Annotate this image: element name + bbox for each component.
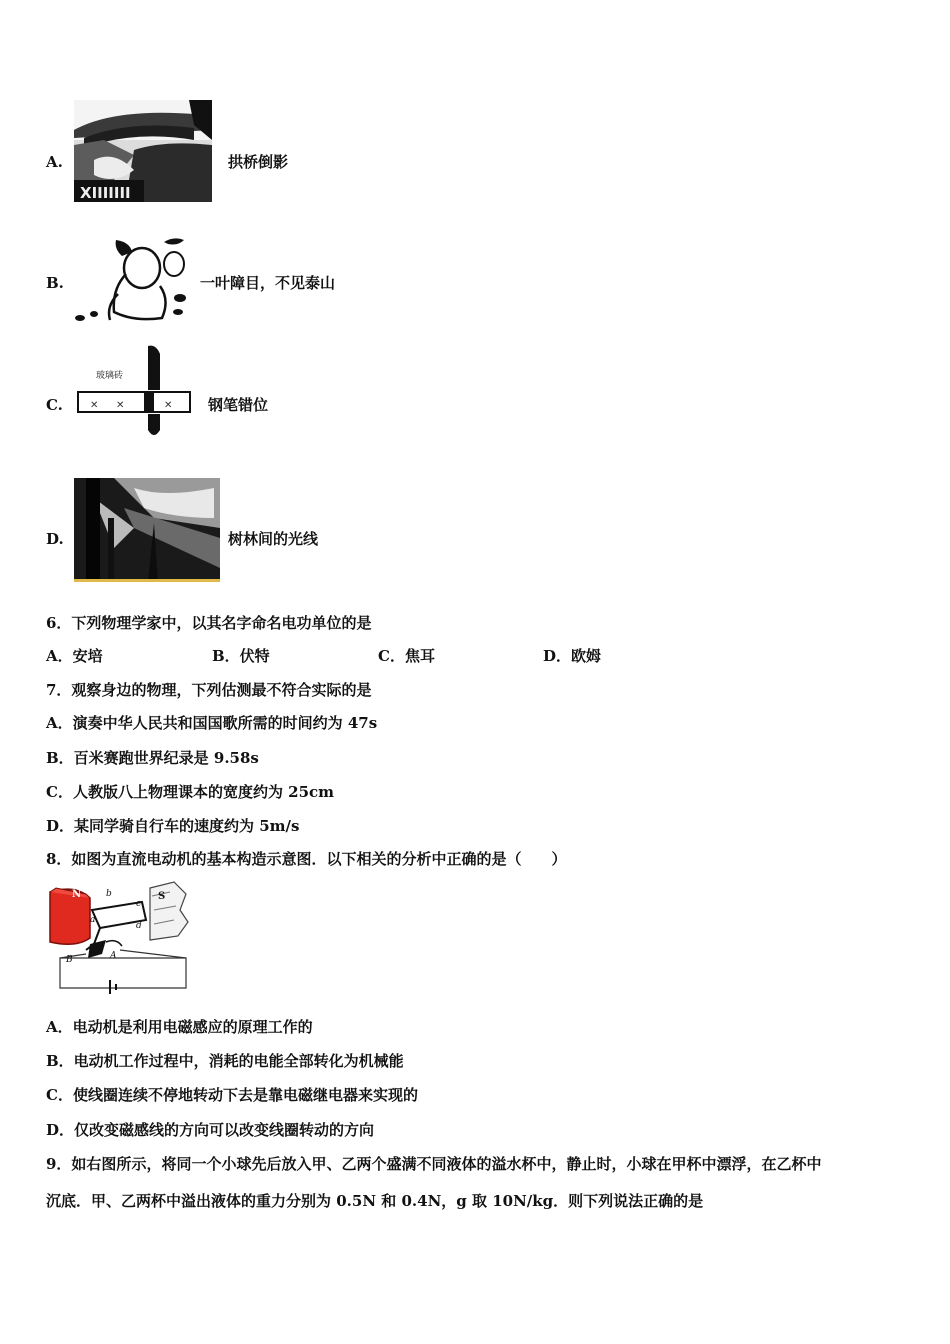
q5-option-d-letter: D. <box>46 530 64 548</box>
motor-label-n: N <box>72 889 82 900</box>
q9-stem-line2: 沉底．甲、乙两杯中溢出液体的重力分别为 0.5N 和 0.4N，g 取 10N/kg．则下列说法正确的是 <box>46 1192 704 1210</box>
svg-text:XIIIIIII: XIIIIIII <box>80 184 131 202</box>
q5-option-d-caption: 树林间的光线 <box>228 530 319 548</box>
motor-label-a-brush: A <box>110 951 117 961</box>
q6-option-c: C．焦耳 <box>378 647 435 665</box>
motor-label-b: b <box>106 889 112 899</box>
q6-stem: 6．下列物理学家中，以其名字命名电功单位的是 <box>46 614 372 632</box>
motor-label-d: d <box>136 921 142 931</box>
q8-option-b: B．电动机工作过程中，消耗的电能全部转化为机械能 <box>46 1052 404 1070</box>
q5-option-b-caption: 一叶障目，不见泰山 <box>200 274 336 292</box>
q5-option-c-caption: 钢笔错位 <box>208 396 269 414</box>
pen-behind-glass-brick-diagram <box>76 344 194 440</box>
q6-option-b: B．伏特 <box>212 647 270 665</box>
q8-option-c: C．使线圈连续不停地转动下去是靠电磁继电器来实现的 <box>46 1086 418 1104</box>
q5-option-b-letter: B. <box>46 274 64 292</box>
q7-option-a: A．演奏中华人民共和国国歌所需的时间约为 47s <box>46 714 378 732</box>
q5-option-a-letter: A. <box>46 153 63 171</box>
q8-stem: 8．如图为直流电动机的基本构造示意图．以下相关的分析中正确的是（ ） <box>46 850 567 868</box>
q7-option-b: B．百米赛跑世界纪录是 9.58s <box>46 749 259 767</box>
dc-motor-diagram <box>46 880 196 994</box>
glass-brick-label: 玻璃砖 <box>96 371 124 381</box>
q8-option-d: D．仅改变磁感线的方向可以改变线圈转动的方向 <box>46 1121 375 1139</box>
svg-text:✕: ✕ <box>164 400 173 411</box>
motor-label-b-brush: B <box>66 955 73 965</box>
sunlight-through-trees-photo <box>74 478 220 582</box>
q5-option-c-letter: C. <box>46 396 63 414</box>
q7-stem: 7．观察身边的物理，下列估测最不符合实际的是 <box>46 681 372 699</box>
q6-option-a: A．安培 <box>46 647 103 665</box>
arch-bridge-reflection-photo <box>74 100 212 202</box>
motor-label-a: a <box>90 915 96 925</box>
q8-option-a: A．电动机是利用电磁感应的原理工作的 <box>46 1018 313 1036</box>
svg-text:✕: ✕ <box>90 400 99 411</box>
q9-stem-line1: 9．如右图所示，将同一个小球先后放入甲、乙两个盛满不同液体的溢水杯中，静止时，小球在甲杯中漂浮，在乙杯中 <box>46 1155 822 1173</box>
q7-option-c: C．人教版八上物理课本的宽度约为 25cm <box>46 783 335 801</box>
motor-label-c: c <box>136 899 142 909</box>
svg-text:✕: ✕ <box>116 400 125 411</box>
q5-option-a-caption: 拱桥倒影 <box>228 153 289 171</box>
motor-label-s: S <box>158 891 166 902</box>
q6-option-d: D．欧姆 <box>543 647 602 665</box>
leaf-over-eye-cartoon <box>74 234 190 326</box>
q7-option-d: D．某同学骑自行车的速度约为 5m/s <box>46 817 300 835</box>
